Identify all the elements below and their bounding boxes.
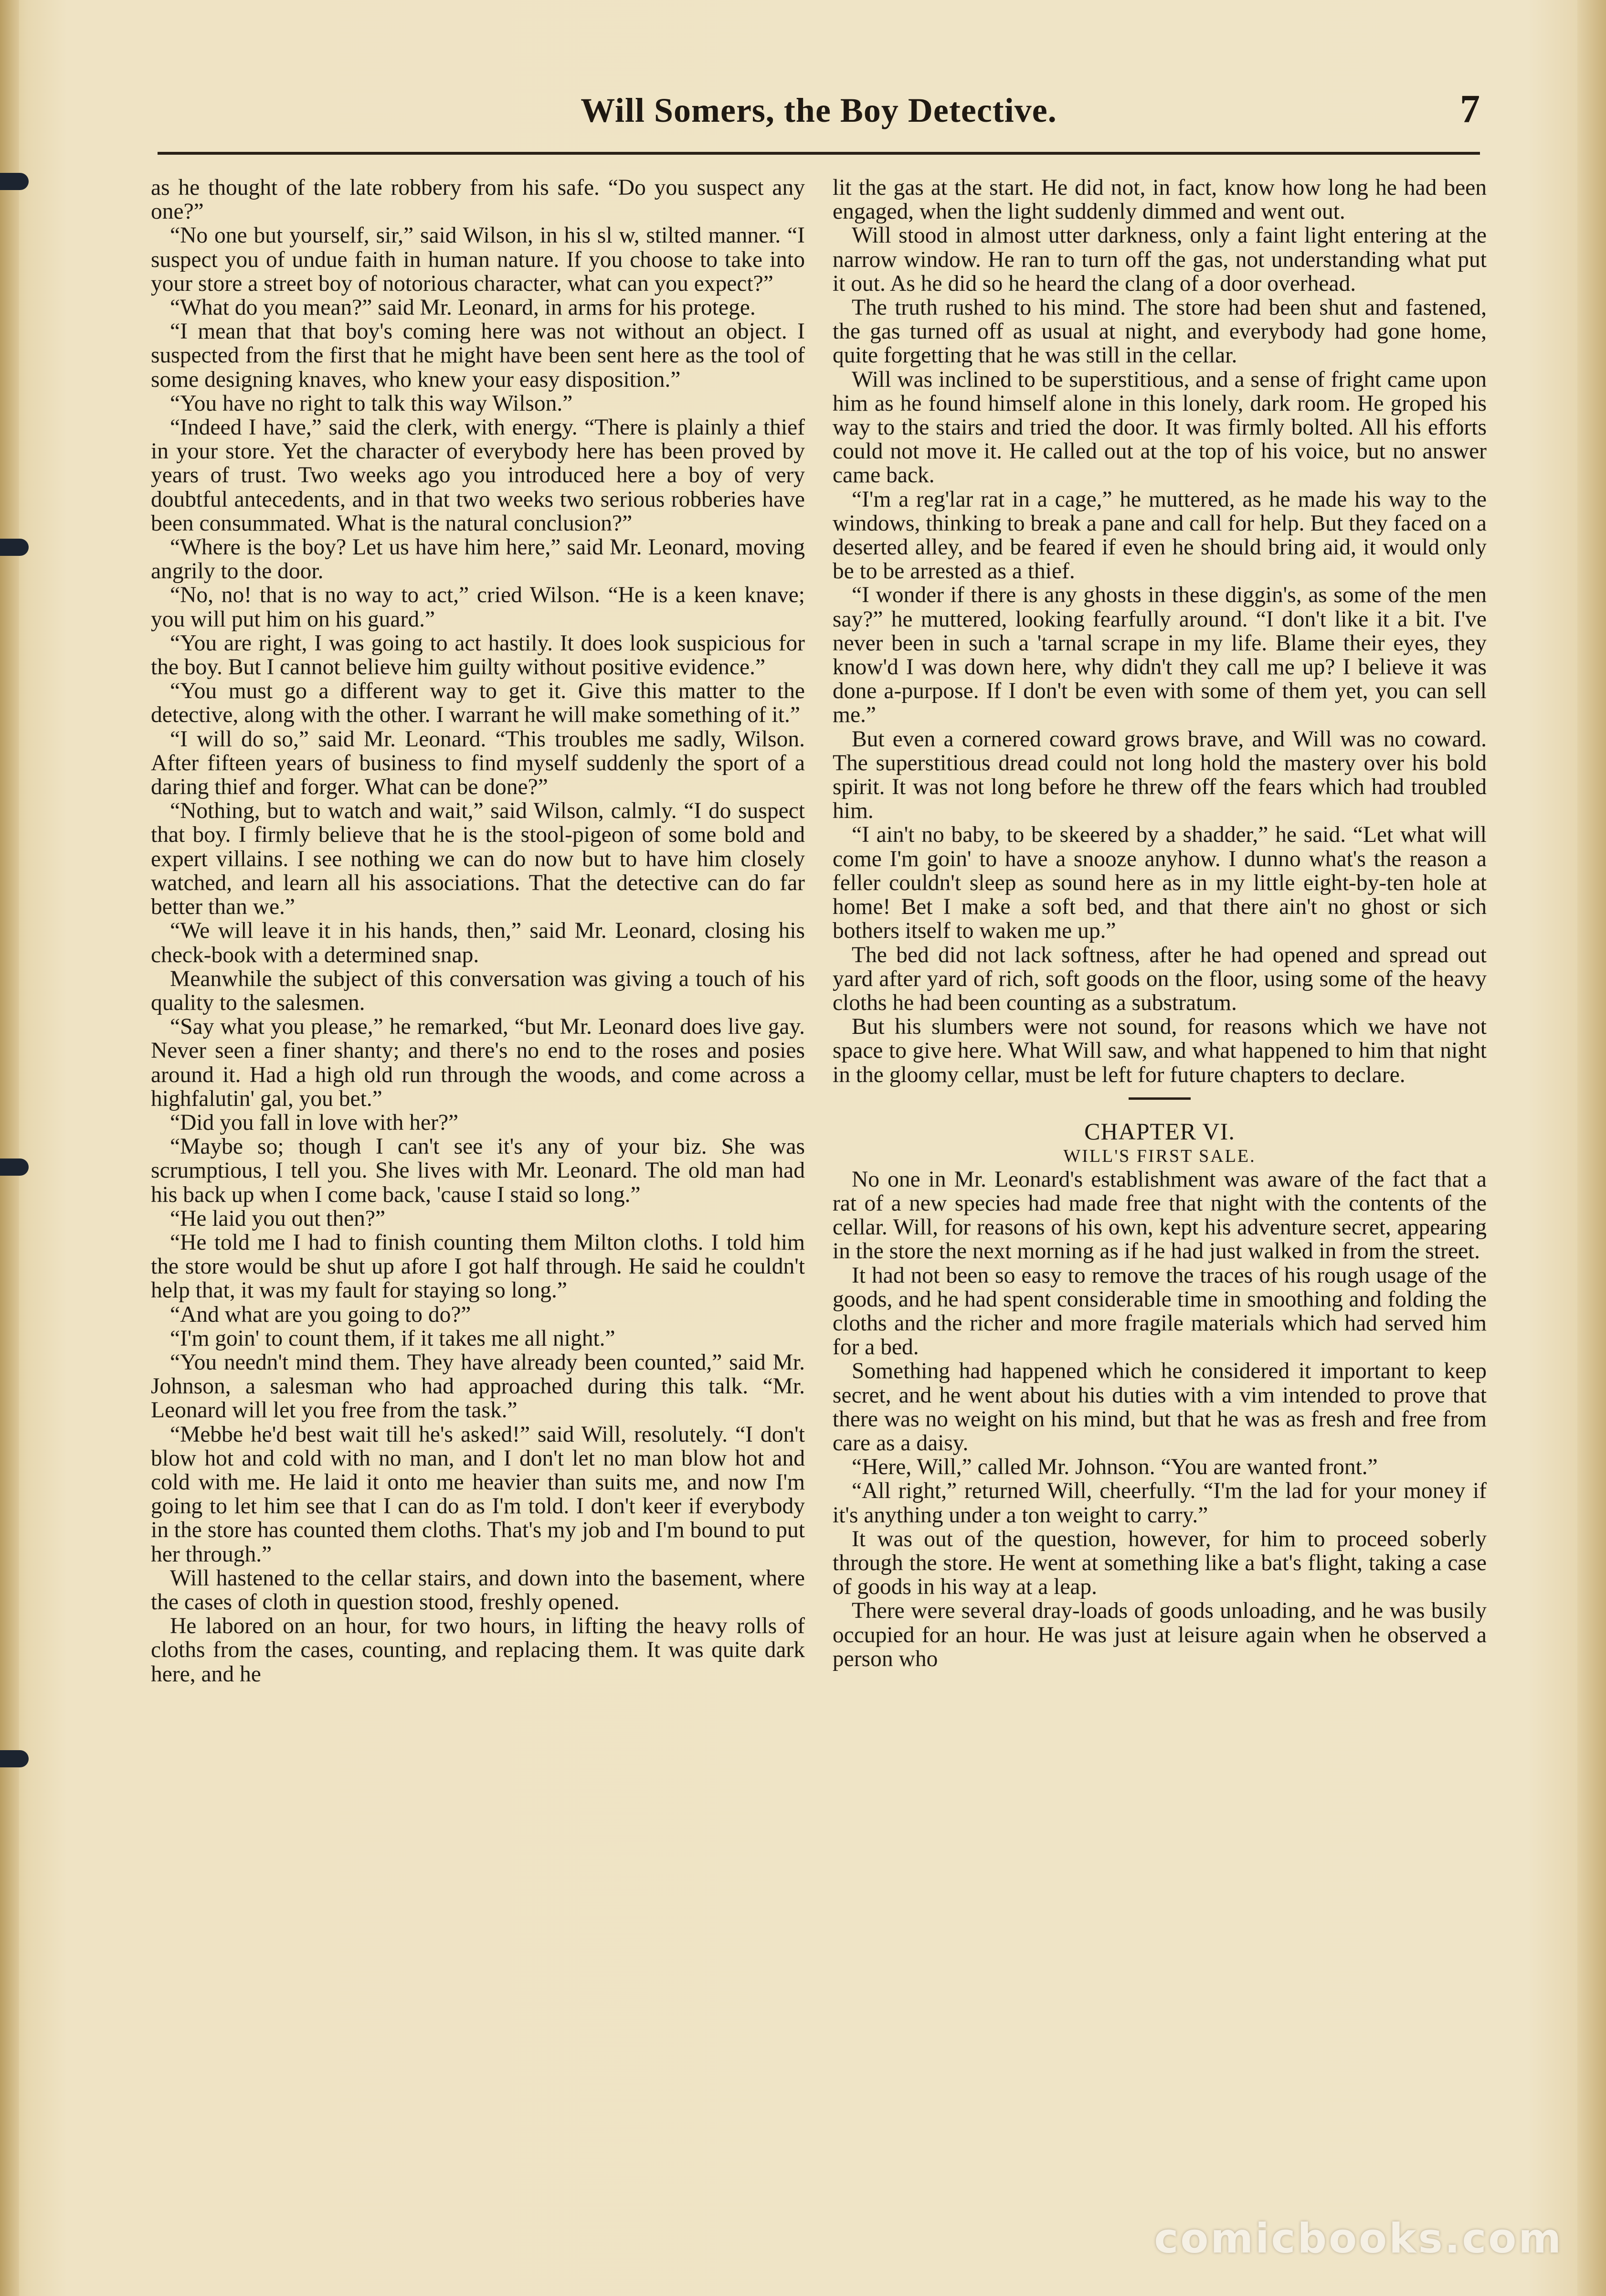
paragraph: as he thought of the late robbery from his safe. “Do you suspect any one?” [151, 176, 805, 224]
paragraph: He labored on an hour, for two hours, in lifting the heavy rolls of cloths from the cases, counting, and replacing them. It was quite dark here, and he [151, 1614, 805, 1687]
paragraph: Something had happened which he considered it important to keep secret, and he went about his duties with a vim intended to prove that there was no weight on his mind, but that he was as fresh and free from care as a daisy. [833, 1359, 1487, 1456]
paragraph: “You are right, I was going to act hastily. It does look suspicious for the boy. But I cannot believe him guilty without positive evidence.” [151, 630, 805, 680]
binding-hole [0, 173, 29, 190]
header-title: Will Somers, the Boy Detective. [581, 91, 1057, 129]
paragraph: lit the gas at the start. He did not, in fact, know how long he had been engaged, when the light suddenly dimmed and went out. [833, 176, 1487, 224]
page-edge [1577, 0, 1606, 2296]
paragraph: The truth rushed to his mind. The store had been shut and fastened, the gas turned off as usual at night, and everybody had gone home, quite forgetting that he was still in the cellar. [833, 295, 1487, 368]
paragraph: “Where is the boy? Let us have him here,” said Mr. Leonard, moving angrily to the door. [151, 535, 805, 584]
paragraph: “Here, Will,” called Mr. Johnson. “You are wanted front.” [852, 1455, 1378, 1480]
binding-hole [0, 1750, 29, 1767]
paragraph: “He told me I had to finish counting them Milton cloths. I told him the store would be shut up afore I got half through. He said he couldn't help that, it was my fault for staying so long.” [151, 1230, 805, 1303]
chapter-subtitle: WILL'S FIRST SALE. [1063, 1146, 1256, 1166]
paragraph: “You needn't mind them. They have already been counted,” said Mr. Johnson, a salesman who had approached during this talk. “Mr. Leonard will let you free from the task.” [151, 1350, 805, 1423]
paragraph: “I ain't no baby, to be skeered by a shadder,” he said. “Let what will come I'm goin' to have a snooze anyhow. I dunno what's the reason a feller couldn't sleep as sound here as in my little eight-by-ten hole at home! Bet I make a soft bed, and that there ain't no ghost or sich bothers itself to waken me up.” [833, 822, 1487, 944]
paragraph: “No one but yourself, sir,” said Wilson, in his sl w, stilted manner. “I suspect you of undue faith in human nature. If you choose to take into your store a street boy of notorious character, what can you expect?” [151, 223, 805, 296]
running-header [158, 76, 1480, 138]
paragraph: “I will do so,” said Mr. Leonard. “This troubles me sadly, Wilson. After fifteen years of business to find myself suddenly the sport of a daring thief and forger. What can be done?” [151, 726, 805, 800]
paragraph: “Nothing, but to watch and wait,” said Wilson, calmly. “I do suspect that boy. I firmly believe that he is the stool-pigeon of some bold and expert villains. I see nothing we can do now but to have him closely watched, and learn all his associations. That the detective can do far better than we.” [151, 798, 805, 920]
right-column-before-chapter [833, 176, 1487, 1087]
paragraph: “What do you mean?” said Mr. Leonard, in arms for his protege. [170, 295, 756, 320]
paragraph: “He laid you out then?” [170, 1206, 386, 1231]
binding-hole [0, 539, 29, 556]
header-rule [158, 152, 1480, 155]
paragraph: “I'm a reg'lar rat in a cage,” he muttered, as he made his way to the windows, thinking to break a pane and call for help. But they faced on a deserted alley, and be feared if even he should bring aid, it would only be to be arrested as a thief. [833, 487, 1487, 584]
watermark: comicbooks.com [1154, 2215, 1563, 2263]
paragraph: “Indeed I have,” said the clerk, with energy. “There is plainly a thief in your store. Yet the character of everybody here has been proved by years of trust. Two weeks ago you introduced here a boy of very doubtful antecedents, and in that two weeks two serious robberies have been consummated. What is the natural conclusion?” [151, 415, 805, 536]
left-column [151, 176, 805, 2181]
paragraph: “Say what you please,” he remarked, “but Mr. Leonard does live gay. Never seen a finer shanty; and there's no end to the roses and posies around it. Had a high old run through the woods, and come across a highfalutin' gal, you bet.” [151, 1014, 805, 1111]
paragraph: “I mean that that boy's coming here was not without an object. I suspected from the first that he might have been sent here as the tool of some designing knaves, who knew your easy disposition.” [151, 319, 805, 392]
paragraph: No one in Mr. Leonard's establishment was aware of the fact that a rat of a new species had made free that night with the contents of the cellar. Will, for reasons of his own, kept his adventure secret, appearing in the store the next morning as if he had just walked in from the street. [833, 1167, 1487, 1264]
paragraph: “Mebbe he'd best wait till he's asked!” said Will, resolutely. “I don't blow hot and cold with no man, and I don't let no man blow hot and cold with me. He laid it onto me heavier than suits me, and now I'm going to let him see that I can do as I'm told. I don't keer if everybody in the store has counted them cloths. That's my job and I'm bound to put her through.” [151, 1422, 805, 1567]
paragraph: “Maybe so; though I can't see it's any of your biz. She was scrumptious, I tell you. She lives with Mr. Leonard. The old man had his back up when I come back, 'cause I staid so long.” [151, 1134, 805, 1207]
paragraph: It had not been so easy to remove the traces of his rough usage of the goods, and he had spent considerable time in smoothing and folding the cloths and the richer and more fragile materials which had served him for a bed. [833, 1263, 1487, 1360]
paragraph: But his slumbers were not sound, for reasons which we have not space to give here. What Will saw, and what happened to him that night in the gloomy cellar, must be left for future chapters to declare. [833, 1014, 1487, 1087]
paragraph: “Did you fall in love with her?” [170, 1110, 459, 1135]
paragraph: “All right,” returned Will, cheerfully. “I'm the lad for your money if it's anything under a ton weight to carry.” [833, 1478, 1487, 1528]
paragraph: “I wonder if there is any ghosts in these diggin's, as some of the men say?” he muttered, looking fearfully around. “I don't like it a bit. I've never been in such a 'tarnal scrape in my life. Blame their eyes, they know'd I was down here, why didn't they call me up? I believe it was done a-purpose. If I don't be even with some of them yet, you can sell me.” [833, 583, 1487, 728]
paragraph: “No, no! that is no way to act,” cried Wilson. “He is a keen knave; you will put him on his guard.” [151, 583, 805, 632]
paragraph: “And what are you going to do?” [170, 1302, 471, 1327]
right-column-after-chapter [833, 1168, 1487, 1671]
paragraph: Meanwhile the subject of this conversation was giving a touch of his quality to the salesmen. [151, 966, 805, 1015]
paragraph: There were several dray-loads of goods unloading, and he was busily occupied for an hour. He was just at leisure again when he observed a person who [833, 1598, 1487, 1671]
page-number: 7 [1460, 87, 1480, 131]
paragraph: “You have no right to talk this way Wilson.” [170, 391, 573, 416]
paragraph: Will hastened to the cellar stairs, and down into the basement, where the cases of cloth in question stood, freshly opened. [151, 1565, 805, 1615]
paragraph: But even a cornered coward grows brave, and Will was no coward. The superstitious dread could not long hold the mastery over his bold spirit. It was not long before he threw off the fears which had troubled him. [833, 726, 1487, 824]
chapter-heading: CHAPTER VI. [1084, 1117, 1235, 1145]
binding-edge [0, 0, 19, 2296]
paragraph: “I'm goin' to count them, if it takes me all night.” [170, 1326, 615, 1351]
paragraph: “We will leave it in his hands, then,” said Mr. Leonard, closing his check-book with a determined snap. [151, 918, 805, 967]
paragraph: The bed did not lack softness, after he had opened and spread out yard after yard of rich, soft goods on the floor, using some of the heavy cloths he had been counting as a substratum. [833, 942, 1487, 1015]
paragraph: Will was inclined to be superstitious, and a sense of fright came upon him as he found himself alone in this lonely, dark room. He groped his way to the stairs and tried the door. It was firmly bolted. All his efforts could not move it. He called out at the top of his voice, but no answer came back. [833, 367, 1487, 488]
paragraph: It was out of the question, however, for him to proceed soberly through the store. He went at something like a bat's flight, taking a case of goods in his way at a leap. [833, 1526, 1487, 1600]
binding-hole [0, 1159, 29, 1176]
paragraph: Will stood in almost utter darkness, only a faint light entering at the narrow window. He ran to turn off the gas, not understanding what put it out. As he did so he heard the clang of a door overhead. [833, 223, 1487, 296]
paragraph: “You must go a different way to get it. Give this matter to the detective, along with the other. I warrant he will make something of it.” [151, 679, 805, 728]
right-column [833, 176, 1487, 2181]
chapter-divider [1129, 1097, 1191, 1100]
